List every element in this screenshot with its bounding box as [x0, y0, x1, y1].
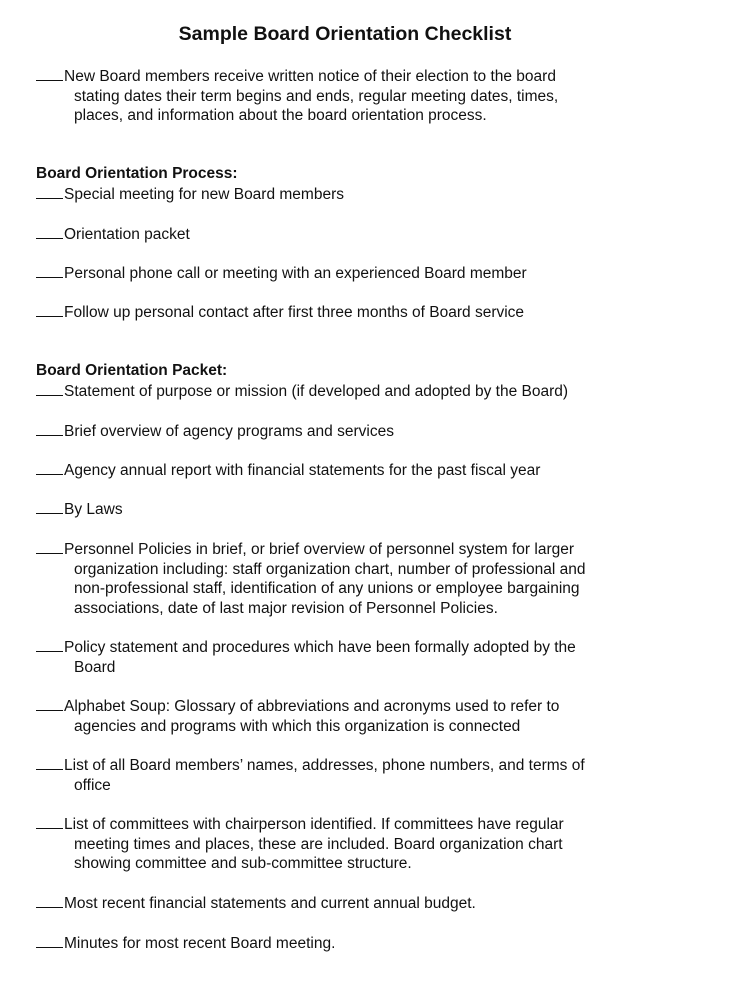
checkbox-blank-line[interactable]: [36, 66, 63, 81]
item-text: List of all Board members’ names, addresses, phone numbers, and terms of: [64, 757, 585, 774]
checkbox-blank-line[interactable]: [36, 499, 63, 514]
section-heading-packet: Board Orientation Packet:: [36, 362, 228, 379]
checklist-item: [36, 696, 676, 736]
checklist-item: [36, 421, 676, 442]
checklist-item: [36, 539, 676, 618]
checklist-item: [36, 499, 676, 520]
item-text: Alphabet Soup: Glossary of abbreviations and acronyms used to refer to: [64, 698, 560, 715]
checklist-item: [36, 302, 676, 323]
item-text: Personnel Policies in brief, or brief overview of personnel system for larger: [64, 541, 575, 558]
checkbox-blank-line[interactable]: [36, 302, 63, 317]
document-title: Sample Board Orientation Checklist: [178, 23, 512, 45]
item-text: Policy statement and procedures which have been formally adopted by the: [64, 639, 576, 656]
item-text: Statement of purpose or mission (if developed and adopted by the Board): [64, 383, 569, 400]
item-text: associations, date of last major revision of Personnel Policies.: [74, 599, 498, 617]
checkbox-blank-line[interactable]: [36, 637, 63, 652]
checkbox-blank-line[interactable]: [36, 263, 63, 278]
item-text: non-professional staff, identification of any unions or employee bargaining: [74, 580, 580, 597]
item-text: Board: [74, 658, 116, 676]
item-text: Minutes for most recent Board meeting.: [64, 935, 336, 952]
item-text: Personal phone call or meeting with an experienced Board member: [64, 265, 527, 282]
item-text: Special meeting for new Board members: [64, 186, 344, 203]
item-text: Agency annual report with financial statements for the past fiscal year: [64, 462, 541, 479]
item-text: Follow up personal contact after first three months of Board service: [64, 304, 525, 321]
checklist-item: [36, 381, 676, 402]
checkbox-blank-line[interactable]: [36, 696, 63, 711]
checkbox-blank-line[interactable]: [36, 755, 63, 770]
checklist-item: [36, 637, 676, 677]
item-text: Brief overview of agency programs and services: [64, 423, 394, 440]
checkbox-blank-line[interactable]: [36, 381, 63, 396]
checkbox-blank-line[interactable]: [36, 421, 63, 436]
checkbox-blank-line[interactable]: [36, 539, 63, 554]
item-text: places, and information about the board orientation process.: [74, 107, 487, 124]
checklist-item: [36, 933, 676, 954]
item-text: Orientation packet: [64, 226, 190, 243]
item-text: Most recent financial statements and current annual budget.: [64, 895, 476, 912]
checkbox-blank-line[interactable]: [36, 224, 63, 239]
checklist-item: [36, 184, 676, 205]
item-text: agencies and programs with which this organization is connected: [74, 717, 521, 735]
checkbox-blank-line[interactable]: [36, 933, 63, 948]
checklist-item: [36, 224, 676, 245]
item-text: office: [74, 776, 111, 794]
checklist-item: [36, 814, 676, 874]
checkbox-blank-line[interactable]: [36, 460, 63, 475]
checkbox-blank-line[interactable]: [36, 893, 63, 908]
item-text: organization including: staff organization chart, number of professional and: [74, 560, 586, 578]
checklist-item: [36, 263, 676, 284]
item-text: New Board members receive written notice of their election to the board: [64, 68, 556, 85]
checklist-item: [36, 893, 676, 914]
checklist-item-notice: [36, 66, 676, 126]
checklist-item: [36, 460, 676, 481]
checkbox-blank-line[interactable]: [36, 184, 63, 199]
checkbox-blank-line[interactable]: [36, 814, 63, 829]
item-text: By Laws: [64, 501, 123, 518]
section-heading-process: Board Orientation Process:: [36, 165, 238, 182]
item-text: meeting times and places, these are included. Board organization chart: [74, 835, 563, 853]
item-text: List of committees with chairperson identified. If committees have regular: [64, 816, 564, 833]
item-text: showing committee and sub-committee structure.: [74, 855, 412, 872]
item-text: stating dates their term begins and ends, regular meeting dates, times,: [74, 87, 559, 105]
checklist-item: [36, 755, 676, 795]
